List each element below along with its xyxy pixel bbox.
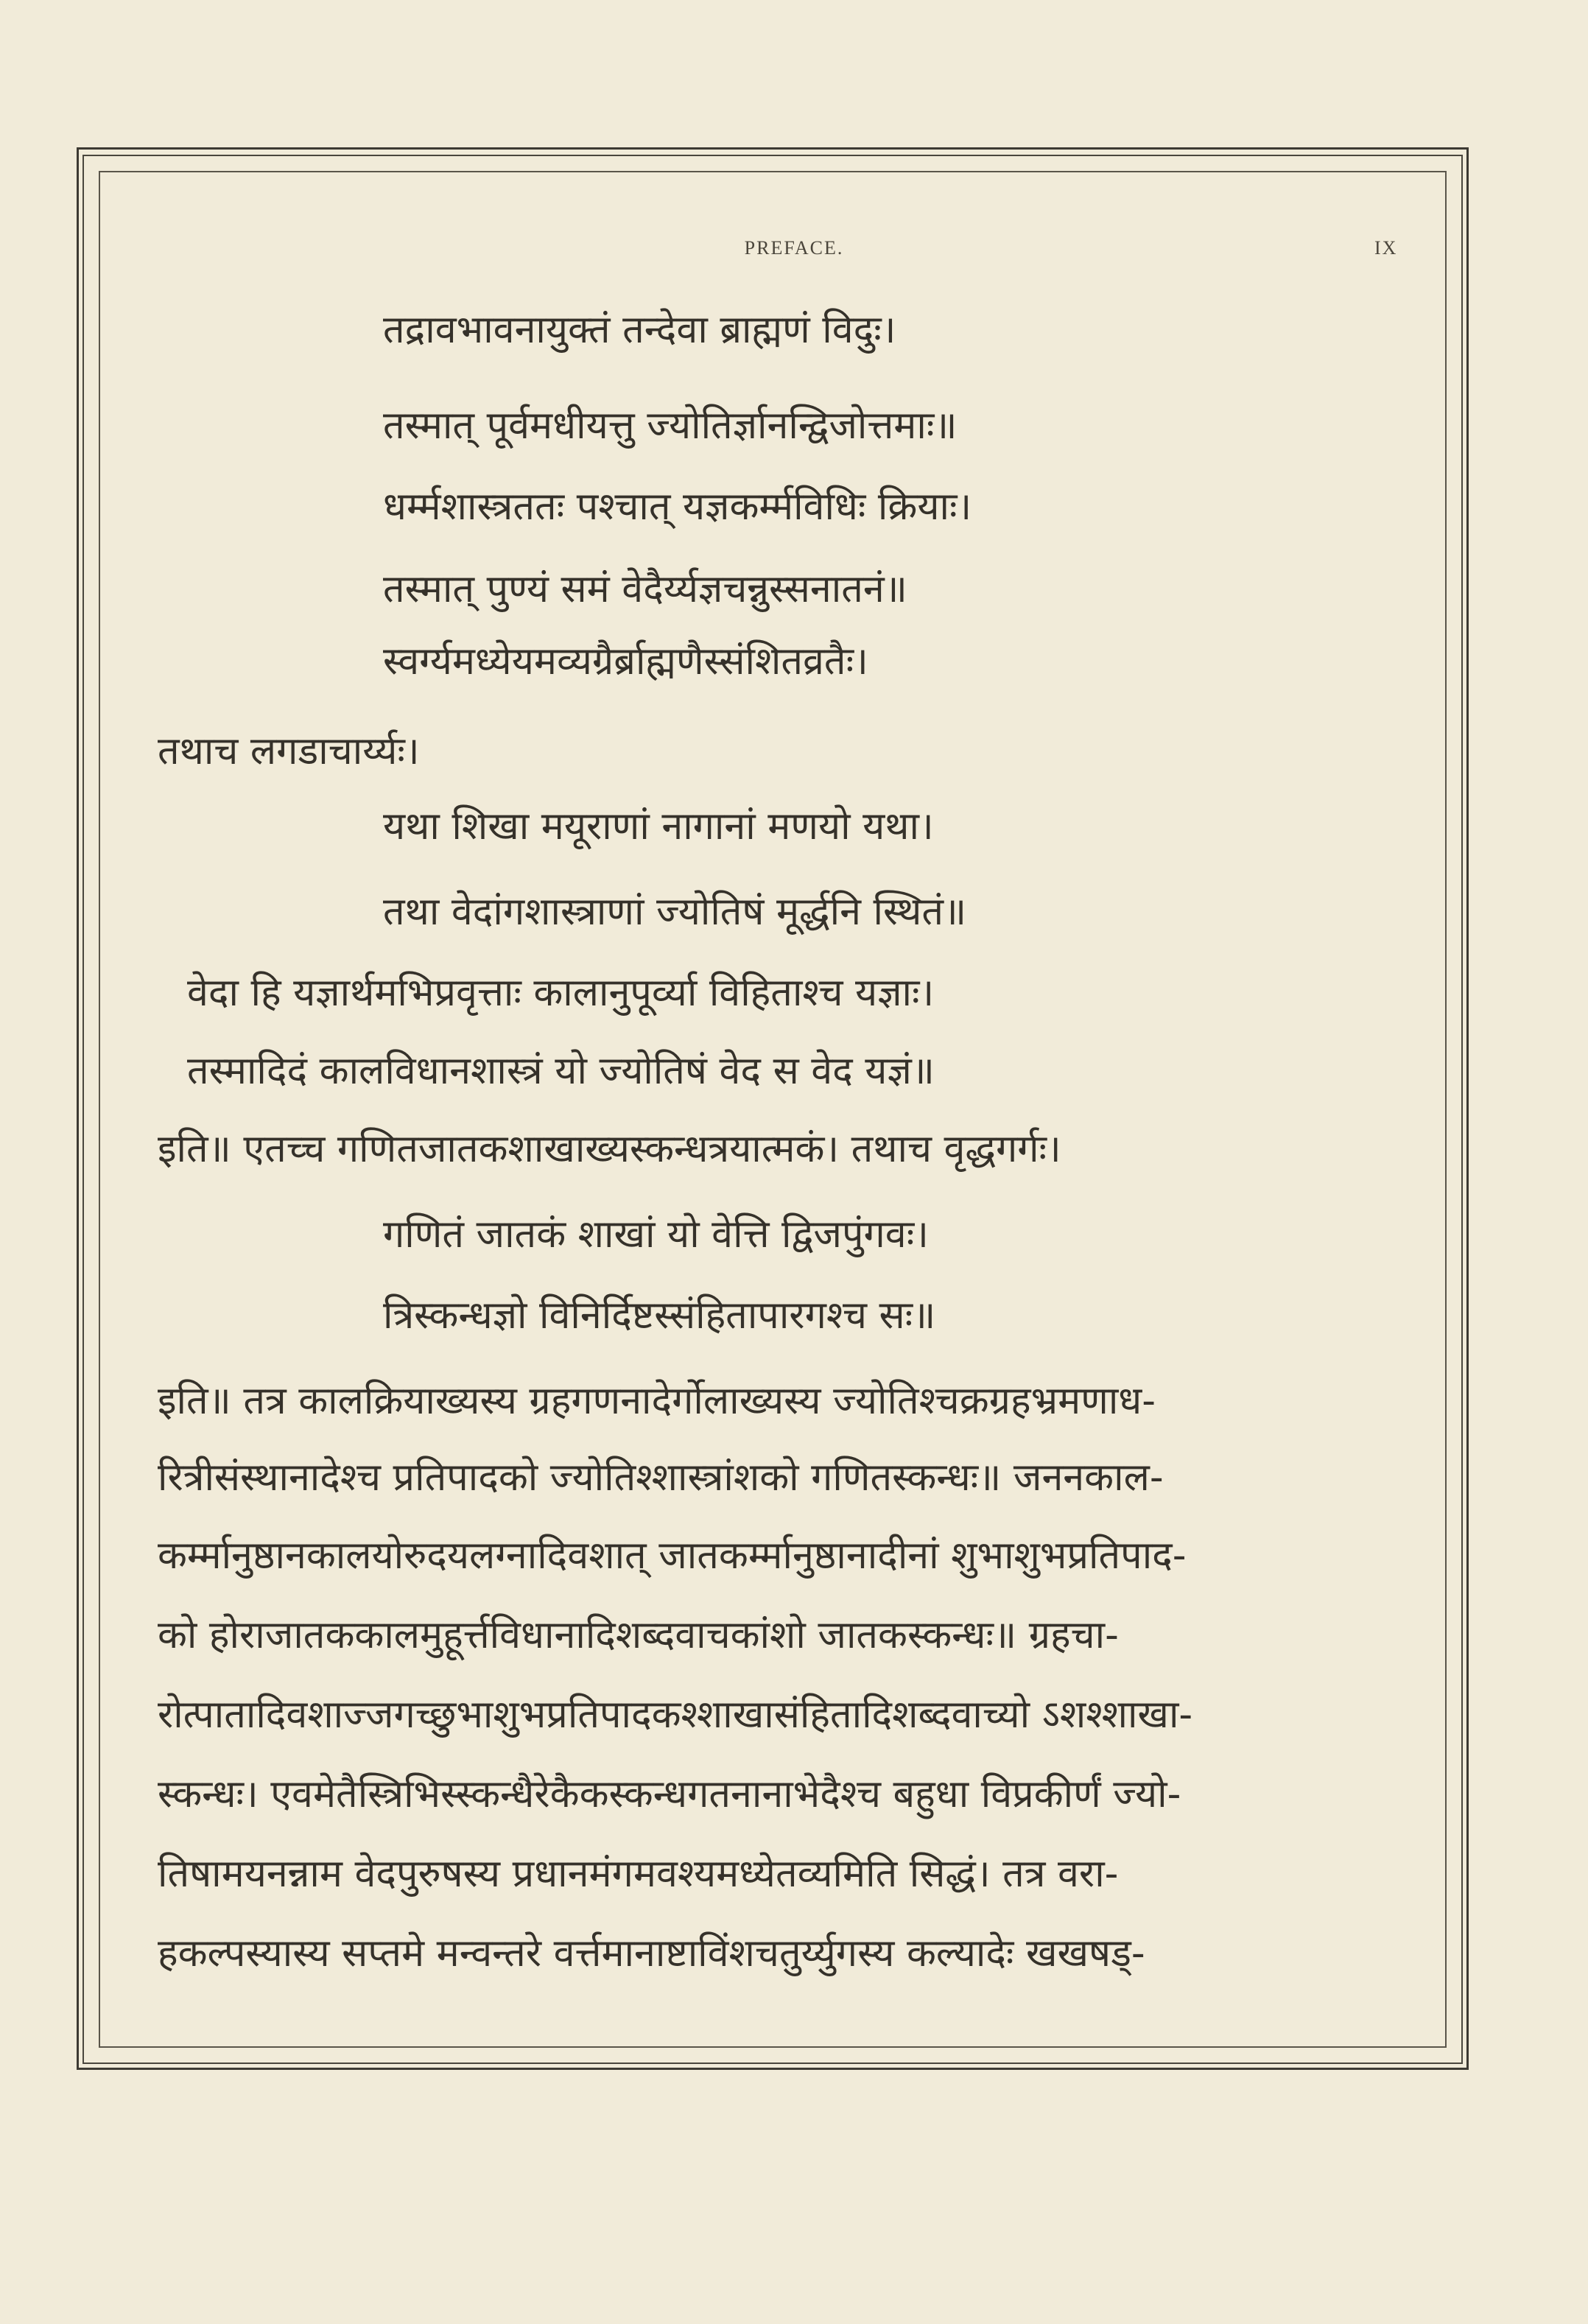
- paragraph-line: स्कन्धः। एवमेतैस्त्रिभिस्स्कन्धैरेकैकस्कन्धगतनानाभेदैश्च बहुधा विप्रकीर्णं ज्यो-: [158, 1772, 1181, 1816]
- verse-line: तथा वेदांगशास्त्राणां ज्योतिषं मूर्द्धनि स्थितं॥: [383, 890, 967, 934]
- verse-line: वेदा हि यज्ञार्थमभिप्रवृत्ताः कालानुपूर्व्या विहिताश्च यज्ञाः।: [187, 971, 935, 1015]
- paragraph-line: तिषामयनन्नाम वेदपुरुषस्य प्रधानमंगमवश्यमध्येतव्यमिति सिद्धं। तत्र वरा-: [158, 1852, 1119, 1896]
- page-number: IX: [1374, 237, 1398, 259]
- verse-line: तस्मात् पूर्वमधीयत्तु ज्योतिर्ज्ञानन्द्विजोत्तमाः॥: [383, 404, 958, 448]
- verse-line: गणितं जातकं शाखां यो वेत्ति द्विजपुंगवः।: [383, 1212, 929, 1257]
- paragraph-line: इति॥ तत्र कालक्रियाख्यस्य ग्रहगणनादेर्गोलाख्यस्य ज्योतिश्चक्रग्रहभ्रमणाध-: [158, 1379, 1156, 1423]
- verse-line: त्रिस्कन्धज्ञो विनिर्दिष्टस्संहितापारगश्च सः॥: [383, 1293, 936, 1338]
- verse-line: यथा शिखा मयूराणां नागानां मणयो यथा।: [383, 804, 934, 849]
- paragraph-line: हकल्पस्यास्य सप्तमे मन्वन्तरे वर्त्तमानाष्टाविंशचतुर्य्युगस्य कल्यादेः खखषड्-: [158, 1931, 1145, 1976]
- verse-line: धर्म्मशास्त्रततः पश्चात् यज्ञकर्म्मविधिः क्रियाः।: [383, 485, 972, 529]
- paragraph-line: कर्म्मानुष्ठानकालयोरुदयलग्नादिवशात् जातकर्म्मानुष्ठानादीनां शुभाशुभप्रतिपाद-: [158, 1534, 1187, 1578]
- paragraph-line: को होराजातककालमुहूर्त्तविधानादिशब्दवाचकांशो जातकस्कन्धः॥ ग्रहचा-: [158, 1613, 1119, 1657]
- verse-line: स्वर्ग्यमध्येयमव्यग्रैर्ब्राह्मणैस्संशितव्रतैः।: [383, 639, 868, 684]
- citation-line: तथाच लगडाचार्य्यः।: [158, 729, 420, 773]
- running-title: PREFACE.: [744, 237, 844, 259]
- paragraph-line: रोत्पातादिवशाज्जगच्छुभाशुभप्रतिपादकश्शाखासंहितादिशब्दवाच्यो ऽशश्शाखा-: [158, 1693, 1193, 1737]
- verse-line: तद्रावभावनायुक्तं तन्देवा ब्राह्मणं विदुः।: [383, 308, 896, 352]
- page-border-inner: [99, 171, 1447, 2048]
- paragraph-line: रित्रीसंस्थानादेश्च प्रतिपादको ज्योतिश्शास्त्रांशको गणितस्कन्धः॥ जननकाल-: [158, 1456, 1164, 1500]
- citation-line: इति॥ एतच्च गणितजातकशाखाख्यस्कन्धत्रयात्मकं। तथाच वृद्धगर्गः।: [158, 1127, 1061, 1171]
- verse-line: तस्मादिदं कालविधानशास्त्रं यो ज्योतिषं वेद स वेद यज्ञं॥: [187, 1049, 935, 1093]
- verse-line: तस्मात् पुण्यं समं वेदैर्य्यज्ञचन्नुस्सनातनं॥: [383, 567, 907, 611]
